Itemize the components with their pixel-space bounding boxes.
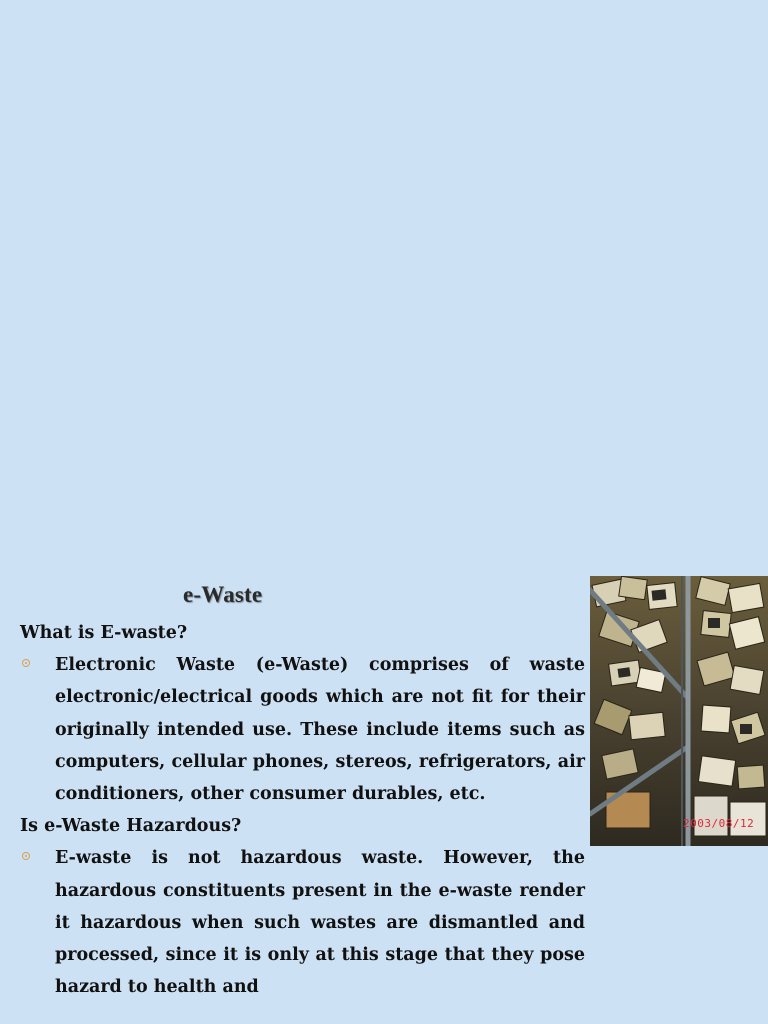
ewaste-photo-image	[590, 576, 768, 846]
bullet-item	[20, 649, 585, 810]
section-heading-is-ewaste-hazardous: Is e-Waste Hazardous?	[20, 816, 242, 837]
bullet-text: E-waste is not hazardous waste. However, the hazardous constituents present in the e-waste render it hazardous when such wastes are dismantled and processed, since it is only at this stage that they pose hazard to health and	[55, 848, 585, 998]
bullet-icon	[22, 659, 30, 667]
ewaste-photo	[590, 576, 768, 846]
bullet-item	[20, 842, 585, 1003]
bullet-icon	[22, 852, 30, 860]
section-heading-what-is-ewaste: What is E-waste?	[20, 623, 188, 643]
bullet-text: Electronic Waste (e-Waste) comprises of waste electronic/electrical goods which are not fit for their originally intended use. These include items such as computers, cellular phones, stereos, refrigerators, air conditioners, other consumer durables, etc.	[55, 655, 585, 805]
photo-date-stamp: 2003/08/12	[683, 817, 755, 830]
slide-title: e-Waste	[183, 582, 263, 607]
slide-body	[20, 617, 585, 1003]
